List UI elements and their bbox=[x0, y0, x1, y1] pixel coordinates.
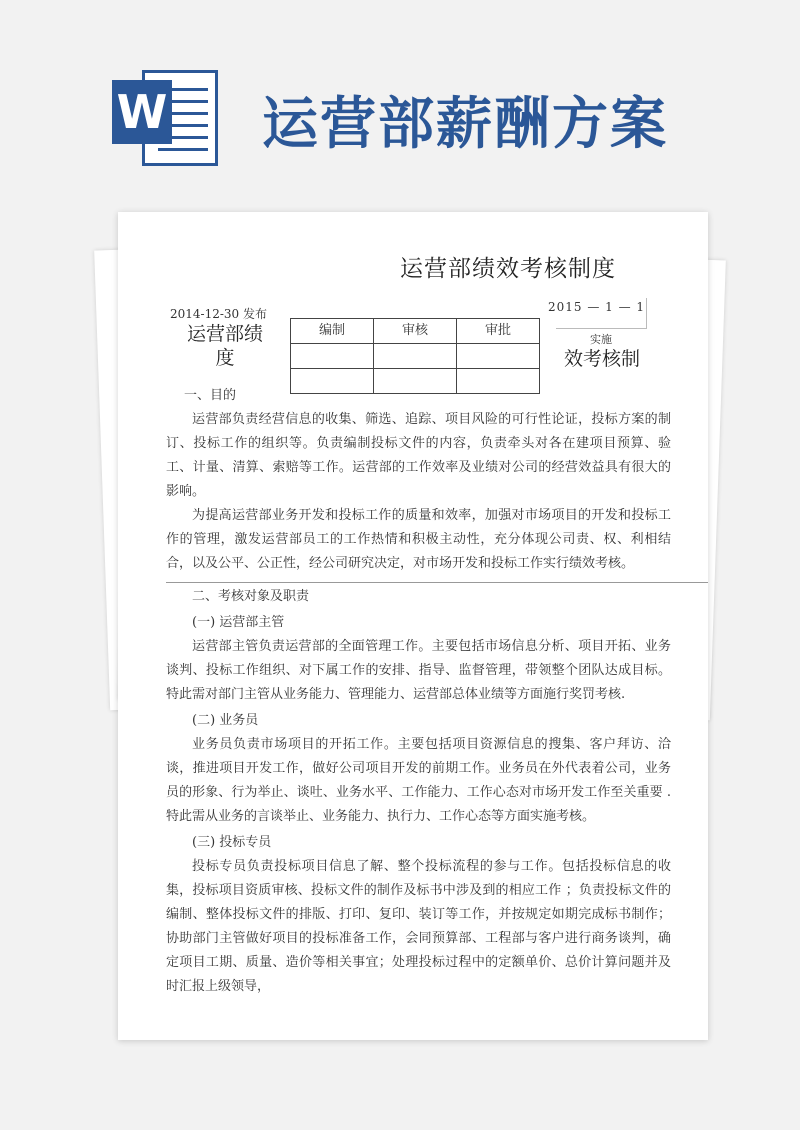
subsection-heading: (三) 投标专员 bbox=[192, 835, 272, 850]
paragraph: 投标专员负责投标项目信息了解、整个投标流程的参与工作。包括投标信息的收集，投标项目资质审核、投标文件的制作及标书中涉及到的相应工作 ；负责投标文件的编制、整体投标文件的排版、打印、复印、装订等工作，并按规定如期完成标书制作；协助部门主管做好项目的投标准备工作，会同预算部、工程部与客户进行商务谈判，确定项目工期、质量、造价等相关事宜；处理投标过程中的定额单价、总价计算问题并及时汇报上级领导， bbox=[166, 859, 671, 994]
approval-header-compile: 编制 bbox=[291, 319, 374, 344]
approval-row bbox=[291, 344, 540, 369]
document-title: 运营部绩效考核制度 bbox=[400, 256, 616, 282]
paragraph: 业务员负责市场项目的开拓工作。主要包括项目资源信息的搜集、客户拜访、洽谈，推进项目开发工作，做好公司项目开发的前期工作。业务员在外代表着公司，业务员的形象、行为举止、谈吐、业务水平、工作能力、工作心态对市场开发工作至关重要 .特此需从业务的言谈举止、业务能力、执行力、工作心态等方面实施考核。 bbox=[166, 737, 671, 824]
right-title: 效考核制 bbox=[564, 348, 641, 370]
section-heading: 二、考核对象及职责 bbox=[192, 589, 310, 604]
implement-label: 实施 bbox=[590, 333, 612, 346]
paragraph: 运营部主管负责运营部的全面管理工作。主要包括市场信息分析、项目开拓、业务谈判、投标工作组织、对下属工作的安排、指导、监督管理，带领整个团队达成目标。特此需对部门主管从业务能力、管理能力、运营部总体业绩等方面施行奖罚考核. bbox=[166, 639, 671, 702]
left-title: 运营部绩度 bbox=[186, 323, 263, 369]
implement-date: 2015 — 1 — 1 bbox=[548, 300, 646, 314]
publish-date: 2014-12-30 发布 bbox=[170, 307, 268, 321]
approval-table bbox=[290, 318, 540, 394]
paragraph: 为提高运营部业务开发和投标工作的质量和效率，加强对市场项目的开发和投标工作的管理，激发运营部员工的工作热情和积极主动性，充分体现公司责、权、利相结合，以及公平、公正性，经公司研究决定，对市场开发和投标工作实行绩效考核。 bbox=[166, 508, 671, 571]
word-letter: W bbox=[112, 80, 172, 144]
section-heading: 一、目的 bbox=[184, 388, 237, 403]
subsection-heading: (一) 运营部主管 bbox=[192, 615, 285, 630]
approval-header-approve: 审批 bbox=[457, 319, 540, 344]
document-page bbox=[118, 212, 708, 1040]
word-icon bbox=[112, 64, 220, 174]
banner-title: 运营部薪酬方案 bbox=[262, 92, 668, 157]
approval-header-row bbox=[291, 319, 540, 344]
divider bbox=[166, 582, 708, 583]
document-body bbox=[166, 384, 671, 999]
approval-header-review: 审核 bbox=[374, 319, 457, 344]
subsection-heading: (二) 业务员 bbox=[192, 713, 259, 728]
paragraph: 运营部负责经营信息的收集、筛选、追踪、项目风险的可行性论证，投标方案的制订、投标工作的组织等。负责编制投标文件的内容，负责牵头对各在建项目预算、验工、计量、清算、索赔等工作。运营部的工作效率及业绩对公司的经营效益具有很大的影响。 bbox=[166, 412, 671, 499]
banner bbox=[0, 0, 800, 200]
